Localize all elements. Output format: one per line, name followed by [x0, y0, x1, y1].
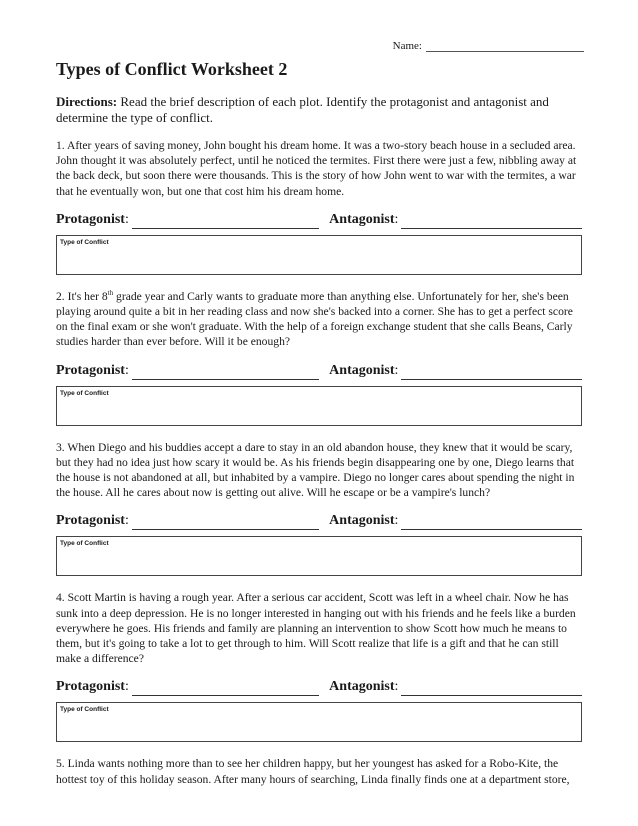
protagonist-label: Protagonist [56, 679, 125, 695]
answer-row-3 [56, 512, 582, 530]
conflict-box-2[interactable] [56, 386, 582, 426]
plot-text-5: 5. Linda wants nothing more than to see her children happy, but her youngest has asked for a Robo-Kite, the hottest toy of this holiday season. After many hours of searching, Linda finally finds one at a department store, [56, 757, 570, 786]
protagonist-label: Protagonist [56, 362, 125, 378]
colon: : [124, 362, 129, 378]
directions-label: Directions: [56, 94, 118, 109]
protagonist-label: Protagonist [56, 211, 125, 227]
antagonist-blank-3[interactable] [401, 517, 582, 530]
colon: : [394, 513, 399, 529]
plot-section-5 [56, 756, 582, 786]
conflict-box-label: Type of Conflict [60, 389, 109, 397]
name-field [393, 40, 584, 52]
directions-text: Read the brief description of each plot. Identify the protagonist and antagonist and determine the type of conflict. [56, 94, 549, 125]
conflict-box-1[interactable] [56, 235, 582, 275]
answer-row-2 [56, 362, 582, 380]
colon: : [394, 362, 399, 378]
page-title: Types of Conflict Worksheet 2 [56, 59, 288, 79]
protagonist-blank-3[interactable] [132, 517, 319, 530]
directions [56, 94, 582, 126]
plot-section-3 [56, 440, 582, 577]
ordinal-suffix: th [107, 288, 114, 297]
antagonist-label: Antagonist [329, 362, 395, 378]
colon: : [394, 679, 399, 695]
name-blank-line[interactable] [426, 41, 584, 52]
antagonist-blank-1[interactable] [401, 216, 582, 229]
answer-row-1 [56, 211, 582, 229]
plot-text-3: 3. When Diego and his buddies accept a dare to stay in an old abandon house, they knew that it would be scary, but they had no idea just how scary it would be. As his friends begin disappearing one by one, Diego learns that the house is not abandoned at all, but inhabited by a vampire. Diego no longer cares about spending the night in the house. All he cares about now is getting out alive. Will he escape or be a vampire's lunch? [56, 440, 575, 500]
plot-section-2 [56, 289, 582, 426]
conflict-box-3[interactable] [56, 536, 582, 576]
antagonist-blank-2[interactable] [401, 367, 582, 380]
antagonist-label: Antagonist [329, 211, 395, 227]
protagonist-blank-1[interactable] [132, 216, 319, 229]
conflict-box-4[interactable] [56, 702, 582, 742]
antagonist-blank-4[interactable] [401, 683, 582, 696]
colon: : [124, 513, 129, 529]
antagonist-label: Antagonist [329, 513, 395, 529]
plot-section-1 [56, 138, 582, 275]
plot-text-2-end: grade year and Carly wants to graduate more than anything else. Unfortunately for her, she's been playing around quite a bit in her reading class and now she's backed into a corner. She has to get a perfect score on the final exam or she won't graduate. With the help of a foreign exchange student that she calls Beans, Carly studies harder than ever before. Will it be enough? [56, 289, 573, 349]
conflict-box-label: Type of Conflict [60, 540, 109, 548]
protagonist-blank-2[interactable] [132, 367, 319, 380]
conflict-box-label: Type of Conflict [60, 706, 109, 714]
colon: : [124, 679, 129, 695]
conflict-box-label: Type of Conflict [60, 238, 109, 246]
answer-row-4 [56, 678, 582, 696]
plot-text-2 [56, 289, 582, 350]
antagonist-label: Antagonist [329, 679, 395, 695]
colon: : [124, 211, 129, 227]
plot-section-4 [56, 590, 582, 742]
protagonist-blank-4[interactable] [132, 683, 319, 696]
plot-text-1: 1. After years of saving money, John bought his dream home. It was a two-story beach house in a secluded area. John thought it was absolutely perfect, until he noticed the termites. First there were just a few, nibbling away at the back deck, but soon there were thousands. This is the story of how John went to war with the termites, a war that he eventually won, but one that cost him his dream home. [56, 139, 577, 198]
plot-text-2-start: 2. It's her 8 [56, 289, 108, 303]
plot-text-4: 4. Scott Martin is having a rough year. After a serious car accident, Scott was left in a wheel chair. Now he has sunk into a deep depression. He is no longer interested in hanging out with his friends and he feels like a burden everywhere he goes. His friends and family are planning an intervention to show Scott how much he means to them, but it's going to take a lot to get through to him. Will Scott realize that life is a gift and that he can still make a difference? [56, 591, 576, 666]
name-label: Name: [392, 40, 422, 52]
protagonist-label: Protagonist [56, 513, 125, 529]
colon: : [394, 211, 399, 227]
